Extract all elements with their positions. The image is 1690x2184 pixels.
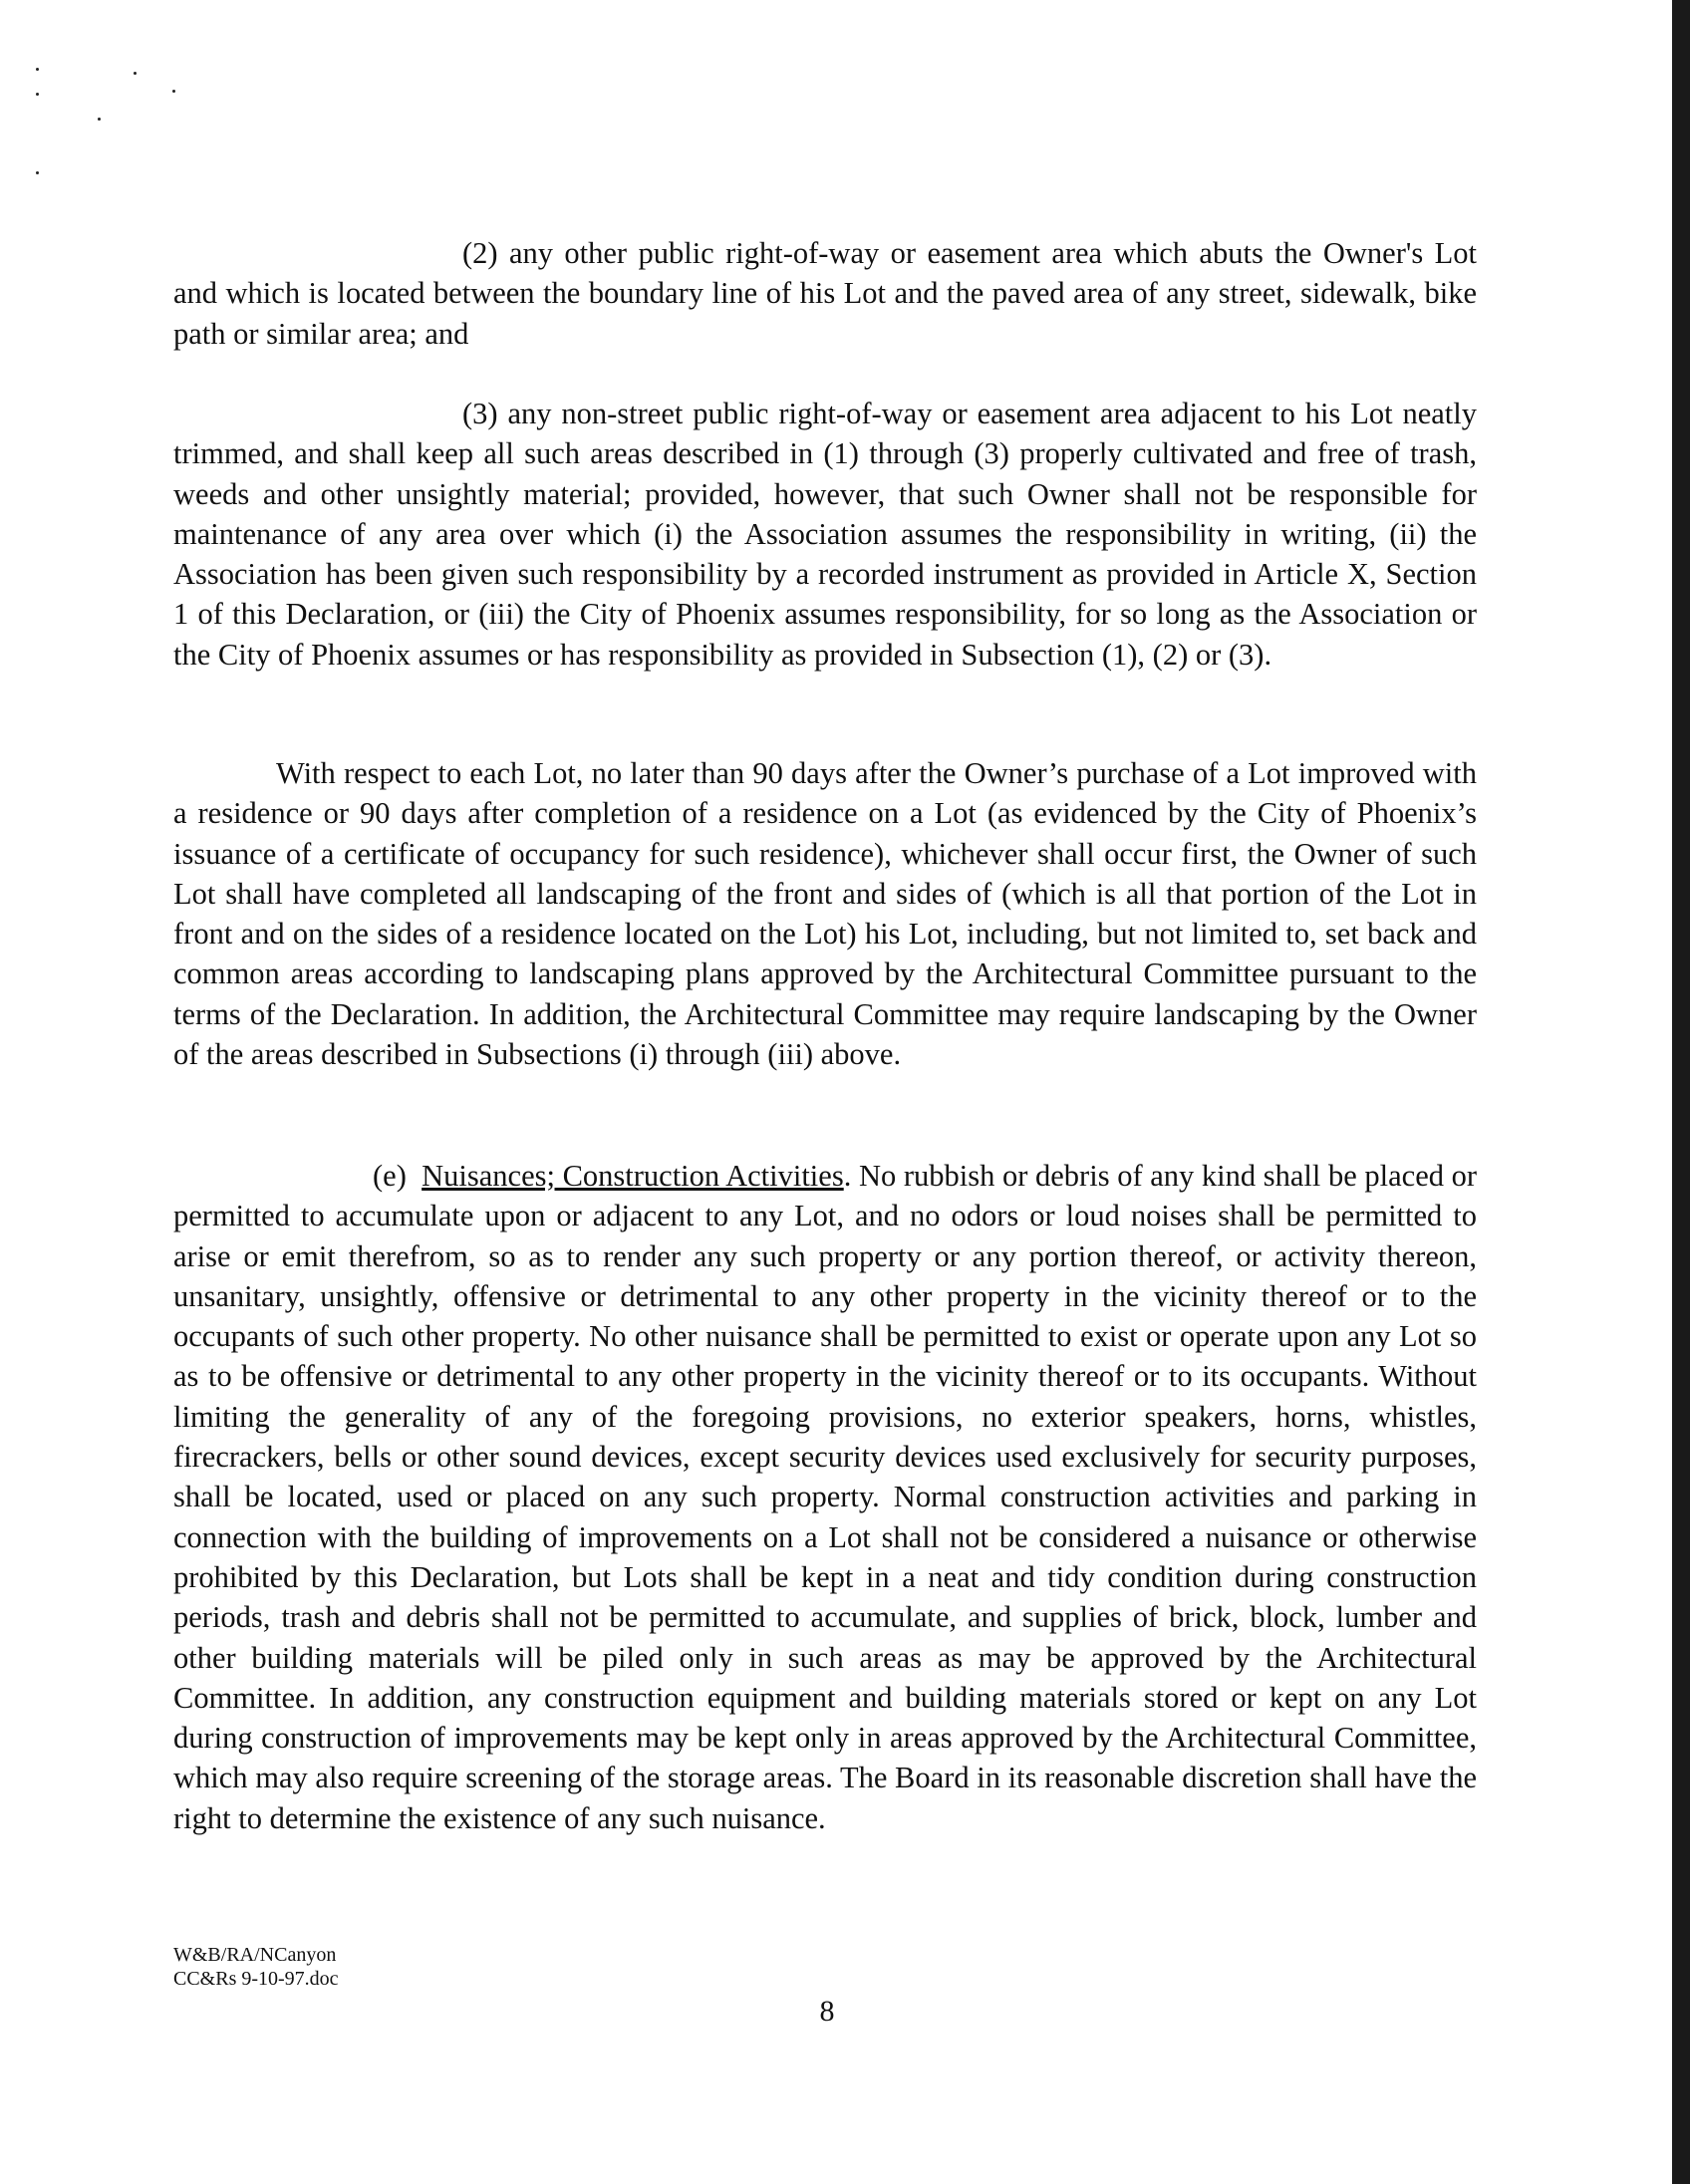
- scan-speck: [134, 72, 137, 75]
- scan-speck: [172, 90, 175, 93]
- scan-speck: [98, 118, 101, 121]
- scan-speck: [36, 68, 39, 71]
- section-heading: Nuisances; Construction Activities: [422, 1159, 844, 1193]
- paragraph-landscaping-requirement: With respect to each Lot, no later than 90 days after the Owner’s purchase of a Lot improved with a residence or 90 days after completion of a residence on a Lot (as evidenced by the City of Phoenix’s issuance of a certificate of occupancy for such residence), whichever shall occur first, the Owner of such Lot shall have completed all landscaping of the front and sides of (which is all that portion of the Lot in front and on the sides of a residence located on the Lot) his Lot, including, but not limited to, set back and common areas according to landscaping plans approved by the Architectural Committee pursuant to the terms of the Declaration. In addition, the Architectural Committee may require landscaping by the Owner of the areas described in Subsections (i) through (iii) above.: [173, 756, 1477, 1072]
- reference-line-1: W&B/RA/NCanyon: [173, 1944, 337, 1966]
- document-reference: [173, 1943, 339, 1991]
- paragraph-nuisances: [173, 1156, 1477, 1838]
- scan-edge-shadow: [1672, 0, 1690, 2184]
- paragraph-subsection-2: (2) any other public right-of-way or easement area which abuts the Owner's Lot and which is located between the boundary line of his Lot and the paved area of any street, sidewalk, bike path or similar area; and: [173, 236, 1477, 351]
- section-label: (e): [373, 1159, 407, 1193]
- page-number: 8: [819, 1995, 835, 2028]
- scan-speck: [36, 93, 39, 96]
- reference-line-2: CC&Rs 9-10-97.doc: [173, 1968, 339, 1990]
- scan-speck: [36, 171, 39, 174]
- section-body: . No rubbish or debris of any kind shall be placed or permitted to accumulate upon or adjacent to any Lot, and no odors or loud noises shall be permitted to arise or emit therefrom, so as to render any such property or any portion thereof, or activity thereon, unsanitary, unsightly, offensive or detrimental to any other property in the vicinity thereof or to the occupants of such other property. No other nuisance shall be permitted to exist or operate upon any Lot so as to be offensive or detrimental to any other property in the vicinity thereof or to its occupants. Without limiting the generality of any of the foregoing provisions, no exterior speakers, horns, whistles, firecrackers, bells or other sound devices, except security devices used exclusively for security purposes, shall be located, used or placed on any such property. Normal construction activities and parking in connection with the building of improvements on a Lot shall not be considered a nuisance or otherwise prohibited by this Declaration, but Lots shall be kept in a neat and tidy condition during construction periods, trash and debris shall not be permitted to accumulate, and supplies of brick, block, lumber and other building materials will be piled only in such areas as may be approved by the Architectural Committee. In addition, any construction equipment and building materials stored or kept on any Lot during construction of improvements may be kept only in areas approved by the Architectural Committee, which may also require screening of the storage areas. The Board in its reasonable discretion shall have the right to determine the existence of any such nuisance.: [173, 1159, 1478, 1835]
- paragraph-subsection-3: (3) any non-street public right-of-way or easement area adjacent to his Lot neatly trimmed, and shall keep all such areas described in (1) through (3) properly cultivated and free of trash, weeds and other unsightly material; provided, however, that such Owner shall not be responsible for maintenance of any area over which (i) the Association assumes the responsibility in writing, (ii) the Association has been given such responsibility by a recorded instrument as provided in Article X, Section 1 of this Declaration, or (iii) the City of Phoenix assumes responsibility, for so long as the Association or the City of Phoenix assumes or has responsibility as provided in Subsection (1), (2) or (3).: [173, 397, 1477, 672]
